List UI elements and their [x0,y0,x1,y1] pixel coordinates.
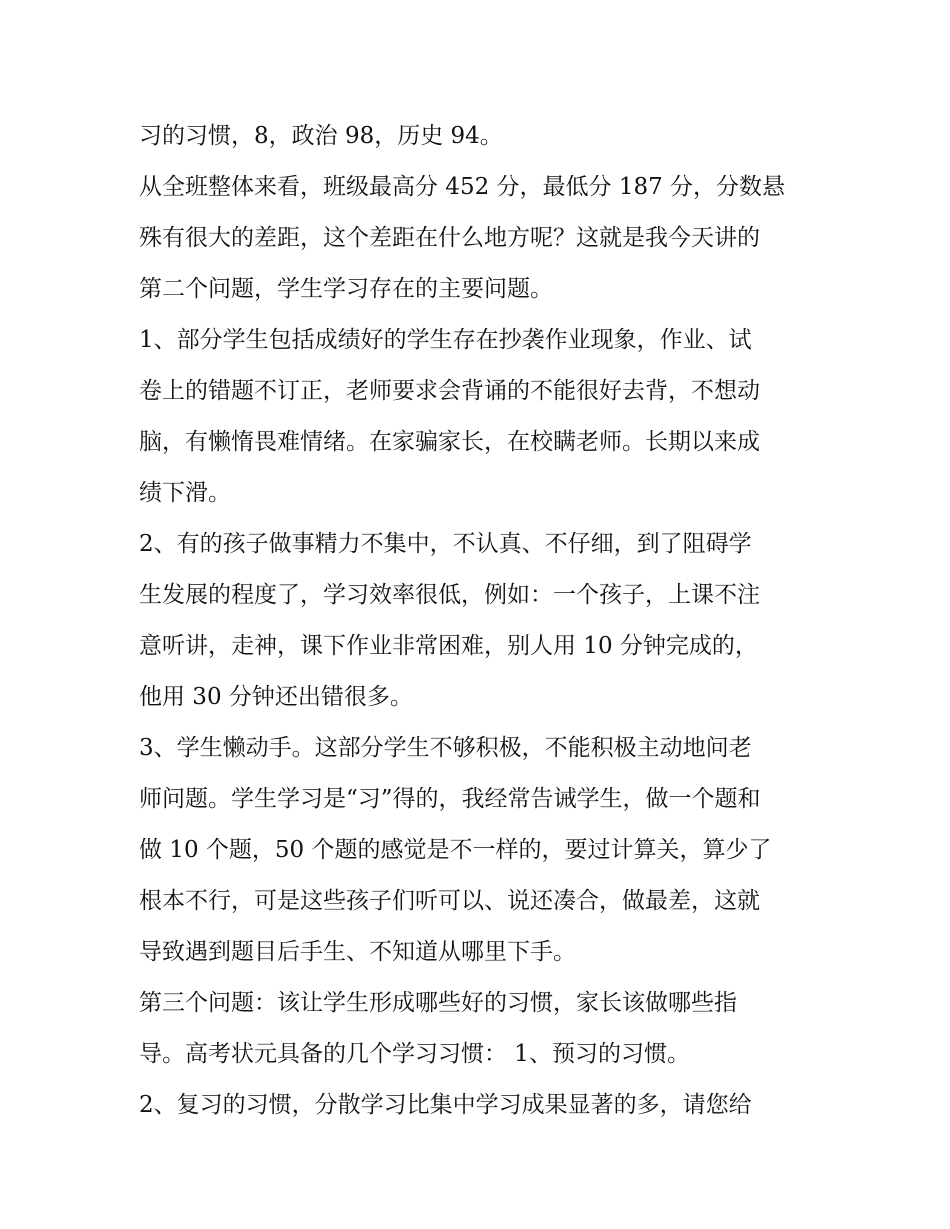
text-line-6: 卷上的错题不订正，老师要求会背诵的不能很好去背，不想动 [139,378,760,404]
text-line-8: 绩下滑。 [139,480,231,506]
text-line-11: 意听讲，走神，课下作业非常困难，别人用 10 分钟完成的， [139,633,758,659]
text-line-3: 殊有很大的差距，这个差距在什么地方呢？这就是我今天讲的 [139,225,760,251]
text-line-17: 导致遇到题目后手生、不知道从哪里下手。 [139,939,576,965]
text-line-9: 2、有的孩子做事精力不集中，不认真、不仔细，到了阻碍学 [139,531,752,557]
text-line-2: 从全班整体来看，班级最高分 452 分，最低分 187 分，分数悬 [139,174,786,200]
text-line-4: 第二个问题，学生学习存在的主要问题。 [139,276,553,302]
text-line-15: 做 10 个题，50 个题的感觉是不一样的，要过计算关，算少了 [139,837,772,863]
text-line-16: 根本不行，可是这些孩子们听可以、说还凑合，做最差，这就 [139,888,760,914]
text-line-1: 习的习惯，8，政治 98，历史 94。 [139,123,503,149]
text-line-18: 第三个问题：该让学生形成哪些好的习惯，家长该做哪些指 [139,990,737,1016]
text-line-14: 师问题。学生学习是“习”得的，我经常告诫学生，做一个题和 [139,786,761,812]
text-line-20: 2、复习的习惯，分散学习比集中学习成果显著的多，请您给 [139,1092,752,1118]
text-line-19: 导。高考状元具备的几个学习习惯： 1、预习的习惯。 [139,1041,690,1067]
text-line-5: 1、部分学生包括成绩好的学生存在抄袭作业现象，作业、试 [139,327,752,353]
text-line-12: 他用 30 分钟还出错很多。 [139,684,413,710]
text-line-13: 3、学生懒动手。这部分学生不够积极，不能积极主动地问老 [139,735,752,761]
document-body [139,111,829,1131]
text-line-10: 生发展的程度了，学习效率很低，例如：一个孩子，上课不注 [139,582,760,608]
text-line-7: 脑，有懒惰畏难情绪。在家骗家长，在校瞒老师。长期以来成 [139,429,760,455]
